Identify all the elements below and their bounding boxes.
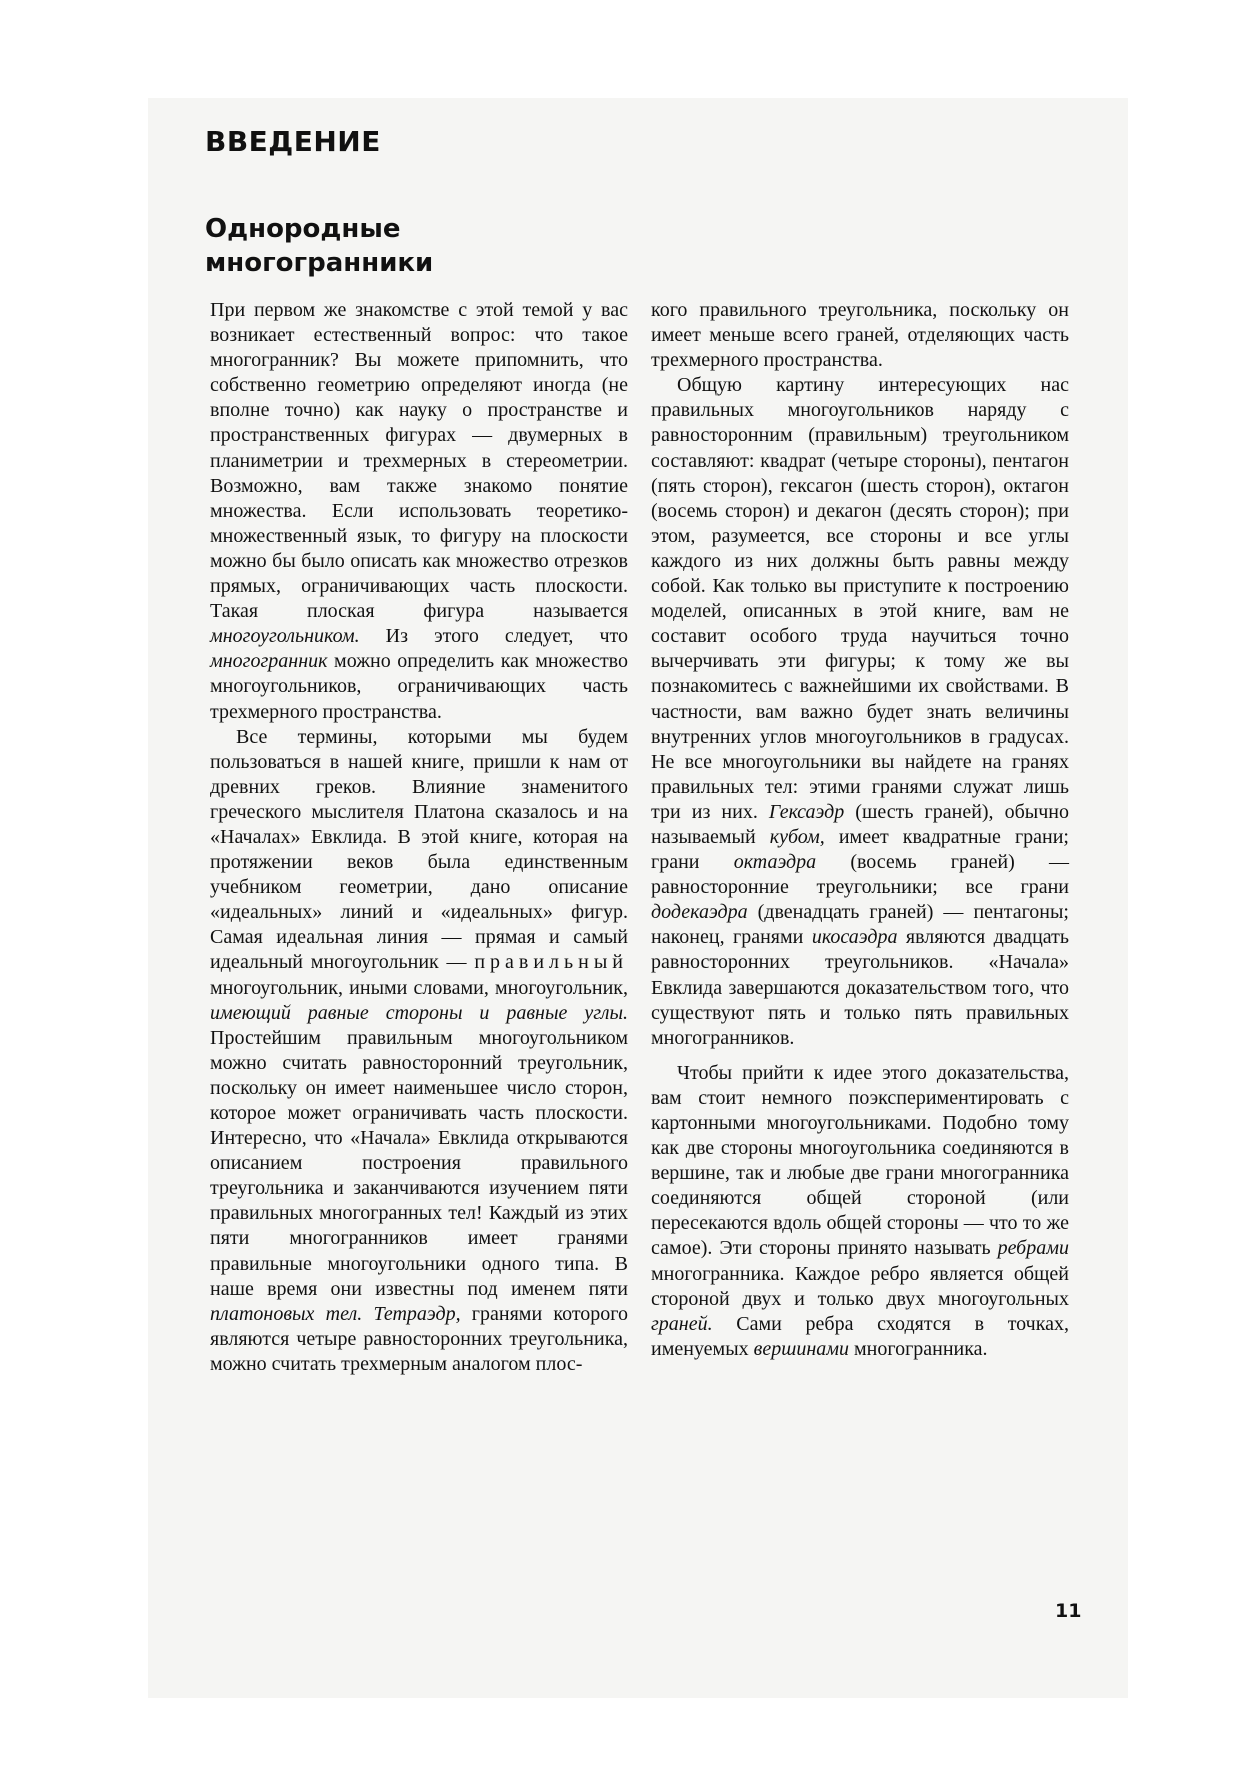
italic-term: платоновых тел. Тетраэдр, <box>210 1302 461 1325</box>
paragraph <box>210 725 628 1377</box>
section-title-line-1: Однородные <box>205 214 401 244</box>
italic-term: додекаэдра <box>651 901 748 924</box>
text-run: гранями которого являются четыре равносторонних треугольника, можно считать трехмерным аналогом плос- <box>210 1302 628 1375</box>
chapter-title: ВВЕДЕНИЕ <box>205 125 381 158</box>
text-run: Из этого следует, что <box>359 625 628 648</box>
right-column <box>651 298 1069 1362</box>
text-run: Общую картину интересующих нас правильных многоугольников наряду с равносторонним (правильным) треугольником составляют: квадрат (четыре стороны), пентагон (пять сторон), гексагон (шесть сторон), октагон (восемь сторон) и декагон (десять сторон); при этом, разумеется, все стороны и все углы каждого из них должны быть равны между собой. Как только вы приступите к построению моделей, описанных в этой книге, вам не составит особого труда научиться точно вычерчивать эти фигуры; к тому же вы познакомитесь с важнейшими их свойствами. В частности, вам важно будет знать величины внутренних углов многоугольников в градусах. Не все многоугольники вы найдете на гранях правильных тел: этими гранями служат лишь три из них. <box>651 374 1069 823</box>
section-title <box>205 212 433 280</box>
paragraph <box>651 1061 1069 1362</box>
italic-term: многоугольником. <box>210 625 360 648</box>
paragraph: кого правильного треугольника, поскольку он имеет меньше всего граней, отделяющих часть трехмерного пространства. <box>651 299 1069 372</box>
text-run: Простейшим правильным многоугольником можно считать равносторонний треугольник, поскольку он имеет наименьшее число сторон, которое может ограничивать часть плоскости. Интересно, что «Начала» Евклида открываются описанием построения правильного треугольника и заканчиваются изучением пяти правильных многогранных тел! Каждый из этих пяти многогранников имеет гранями правильные многоугольники одного типа. В наше время они известны под именем пяти <box>210 1026 628 1300</box>
italic-term: октаэдра <box>733 851 817 874</box>
text-run: являются двадцать равносторонних треугольников. «Начала» Евклида завершаются доказательством того, что существуют пять и только пять правильных многогранников. <box>651 926 1069 1049</box>
text-run: многогранника. <box>849 1337 988 1360</box>
text-run: многоугольник, иными словами, многоугольник, <box>210 976 628 999</box>
italic-term: граней. <box>651 1312 713 1335</box>
text-run: (двенадцать граней) — пентагоны; наконец, гранями <box>651 901 1069 949</box>
italic-term: Гексаэдр <box>768 800 845 823</box>
text-run: можно определить как множество многоугольников, ограничивающих часть трехмерного пространства. <box>210 650 628 723</box>
text-run: Все термины, которыми мы будем пользоваться в нашей книге, пришли к нам от древних греков. Влияние знаменитого греческого мыслителя Платона сказалось и на «Началах» Евклида. В этой книге, которая на протяжении веков была единственным учебником геометрии, дано описание «идеальных» линий и «идеальных» фигур. Самая идеальная линия — прямая и самый идеальный многоугольник — <box>210 725 628 974</box>
spaced-term: правильный <box>474 951 628 974</box>
page-number: 11 <box>1055 1600 1082 1622</box>
text-run: многогранника. Каждое ребро является общей стороной двух и только двух многоугольных <box>651 1262 1069 1310</box>
text-run: (восемь граней) — равносторонние треугольники; все грани <box>651 851 1069 899</box>
italic-term: кубом, <box>769 825 825 848</box>
left-column <box>210 298 628 1377</box>
text-run: Сами ребра сходятся в точках, именуемых <box>651 1312 1069 1360</box>
italic-term: ребрами <box>997 1237 1069 1260</box>
paragraph <box>210 298 628 725</box>
text-run: (шесть граней), обычно называемый <box>651 800 1070 848</box>
section-title-line-2: многогранники <box>205 248 434 278</box>
text-run: При первом же знакомстве с этой темой у вас возникает естественный вопрос: что такое многогранник? Вы можете припомнить, что собственно геометрию определяют иногда (не вполне точно) как науку о пространстве и пространственных фигурах — двумерных в планиметрии и трехмерных в стереометрии. Возможно, вам также знакомо понятие множества. Если использовать теоретико-множественный язык, то фигуру на плоскости можно бы было описать как множество отрезков прямых, ограничивающих часть плоскости. Такая плоская фигура называется <box>210 299 628 623</box>
italic-term: многогранник <box>210 650 328 673</box>
italic-term: икосаэдра <box>811 926 898 949</box>
italic-term: имеющий равные стороны и равные углы. <box>210 1001 628 1024</box>
paragraph <box>651 373 1069 1051</box>
text-run: Чтобы прийти к идее этого доказательства, вам стоит немного поэкспериментировать с картонными многоугольниками. Подобно тому как две стороны многоугольника соединяются в вершине, так и любые две грани многогранника соединяются общей стороной (или пересекаются вдоль общей стороны — что то же самое). Эти стороны принято называть <box>651 1061 1069 1260</box>
italic-term: вершинами <box>753 1337 849 1360</box>
text-run: имеет квадратные грани; грани <box>651 825 1069 874</box>
